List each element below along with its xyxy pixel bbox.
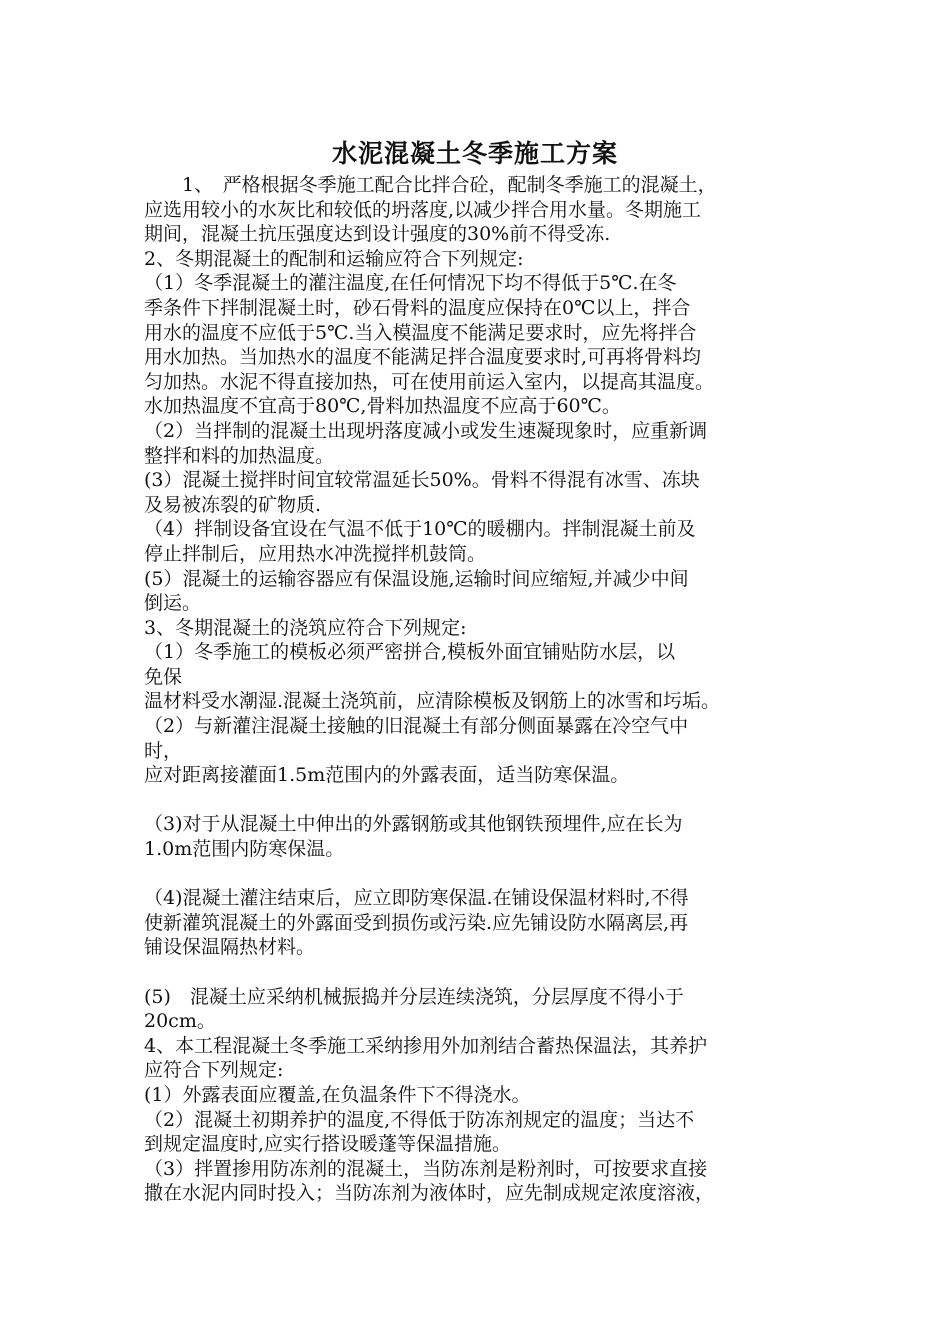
text-line: (1）外露表面应覆盖,在负温条件下不得浇水。	[144, 1083, 531, 1106]
text-line: 温材料受水潮湿.混凝土浇筑前，应清除模板及钢筋上的冰雪和圬垢。	[144, 690, 721, 713]
text-line: 应符合下列规定:	[144, 1059, 284, 1082]
text-line	[144, 862, 814, 887]
text-line: 倒运。	[144, 592, 202, 615]
text-line: 及易被冻裂的矿物质.	[144, 493, 322, 516]
text-line: (5) 混凝土应采纳机械振捣并分层连续浇筑，分层厚度不得小于	[144, 985, 684, 1008]
text-line: 用水加热。当加热水的温度不能满足拌合温度要求时,可再将骨料均	[144, 346, 702, 369]
text-line: （3）拌置掺用防冻剂的混凝土，当防冻剂是粉剂时，可按要求直接	[144, 1157, 708, 1180]
text-line: 免保	[144, 665, 183, 688]
text-line	[144, 788, 814, 813]
text-line	[144, 960, 814, 985]
text-line: （4)混凝土灌注结束后，应立即防寒保温.在铺设保温材料时,不得	[144, 887, 689, 910]
text-line: 整拌和料的加热温度。	[144, 444, 335, 467]
text-line: 应对距离接灌面1.5m范围内的外露表面，适当防寒保温。	[144, 764, 630, 787]
text-line: 用水的温度不应低于5℃.当入模温度不能满足要求时，应先将拌合	[144, 321, 697, 344]
text-line: 水加热温度不宜高于80℃,骨料加热温度不应高于60℃。	[144, 395, 621, 418]
text-line: （1）冬季混凝土的灌注温度,在任何情况下均不得低于5℃.在冬	[144, 272, 677, 295]
text-line: 3、冬期混凝土的浇筑应符合下列规定:	[144, 616, 467, 639]
text-line: 使新灌筑混凝土的外露面受到损伤或污染.应先铺设防水隔离层,再	[144, 911, 689, 934]
text-line: （2）与新灌注混凝土接触的旧混凝土有部分侧面暴露在冷空气中	[144, 715, 689, 738]
text-line: （1）冬季施工的模板必须严密拼合,模板外面宜铺贴防水层，以	[144, 641, 676, 664]
text-line: 2、冬期混凝土的配制和运输应符合下列规定:	[144, 247, 524, 270]
text-line: 期间，混凝土抗压强度达到设计强度的30%前不得受冻.	[144, 223, 611, 246]
text-line: 季条件下拌制混凝土时，砂石骨料的温度应保持在0℃以上，拌合	[144, 296, 691, 319]
text-line: （3)对于从混凝土中伸出的外露钢筋或其他钢铁预埋件,应在长为	[144, 813, 683, 836]
text-line: （4）拌制设备宜设在气温不低于10℃的暖棚内。拌制混凝土前及	[144, 518, 696, 541]
document-title: 水泥混凝土冬季施工方案	[331, 139, 618, 168]
text-line: (5）混凝土的运输容器应有保温设施,运输时间应缩短,并减少中间	[144, 567, 689, 590]
text-line: 应选用较小的水灰比和较低的坍落度,以减少拌合用水量。冬期施工	[144, 198, 702, 221]
text-line: 1.0m范围内防寒保温。	[144, 838, 345, 861]
text-line: （2）混凝土初期养护的温度,不得低于防冻剂规定的温度；当达不	[144, 1108, 695, 1131]
text-line: 时，	[144, 739, 183, 762]
text-line: 停止拌制后，应用热水冲洗搅拌机鼓筒。	[144, 542, 487, 565]
text-line: 4、本工程混凝土冬季施工采纳掺用外加剂结合蓄热保温法，其养护	[144, 1034, 708, 1057]
text-line: （2）当拌制的混凝土出现坍落度减小或发生速凝现象时，应重新调	[144, 419, 708, 442]
text-line: 铺设保温隔热材料。	[144, 936, 316, 959]
text-line: 撒在水泥内同时投入；当防冻剂为液体时，应先制成规定浓度溶液，	[144, 1182, 715, 1205]
text-line: (3）混凝土搅拌时间宜较常温延长50%。骨料不得混有冰雪、冻块	[144, 469, 700, 492]
text-line: 到规定温度时,应实行搭设暖蓬等保温措施。	[144, 1133, 512, 1156]
text-line: 1、 严格根据冬季施工配合比拌合砼，配制冬季施工的混凝土，	[144, 174, 717, 196]
document-body	[144, 173, 814, 1206]
text-line: 20cm。	[144, 1010, 216, 1033]
text-line: 匀加热。水泥不得直接加热，可在使用前运入室内，以提高其温度。	[144, 370, 715, 393]
